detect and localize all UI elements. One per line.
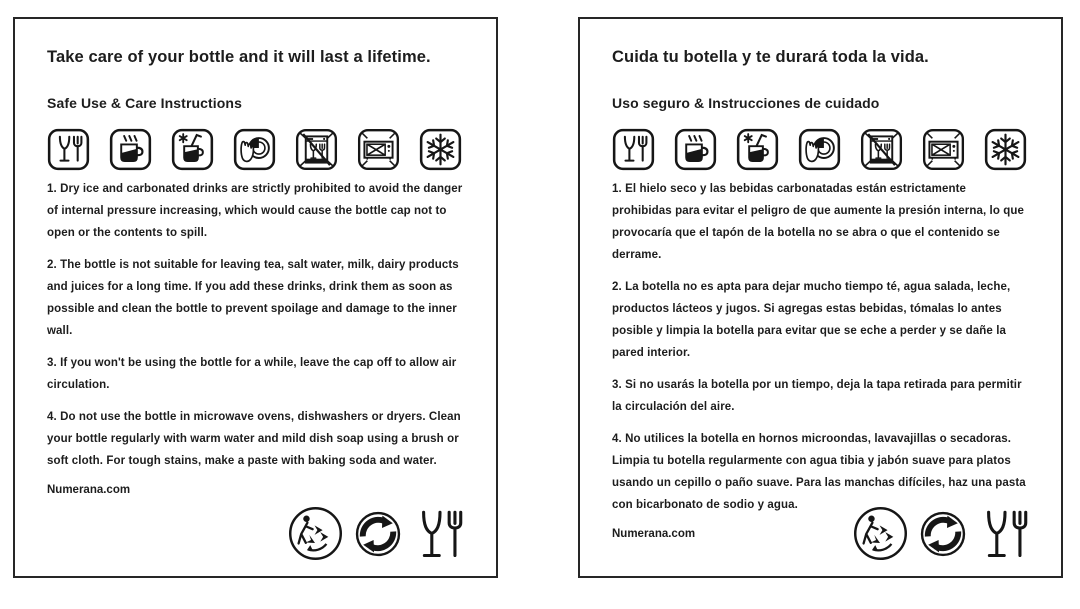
hand-wash-icon bbox=[233, 128, 276, 171]
website-text: Numerana.com bbox=[47, 484, 131, 497]
green-dot-icon bbox=[919, 510, 967, 558]
panel-subtitle: Uso seguro & Instrucciones de cuidado bbox=[612, 95, 880, 112]
snowflake-icon bbox=[419, 128, 462, 171]
snowflake-icon bbox=[984, 128, 1027, 171]
instruction-paragraph: 3. Si no usarás la botella por un tiempo, deja la tapa retirada para permitir la circulación del aire. bbox=[612, 379, 1022, 414]
instruction-paragraph: 1. Dry ice and carbonated drinks are strictly prohibited to avoid the danger of internal pressure increasing, which would cause the bottle cap not to open or the contents to spill. bbox=[47, 183, 463, 240]
food-safe-icon bbox=[47, 128, 90, 171]
instructions-list bbox=[47, 178, 464, 472]
triman-recycling-icon bbox=[287, 505, 344, 562]
website-text: Numerana.com bbox=[612, 528, 696, 541]
panel-title: Cuida tu botella y te durará toda la vida. bbox=[612, 48, 929, 66]
hot-drink-icon bbox=[109, 128, 152, 171]
care-icon-row bbox=[612, 128, 1029, 171]
no-microwave-icon bbox=[357, 128, 400, 171]
instruction-paragraph: 3. If you won't be using the bottle for a while, leave the cap off to allow air circulation. bbox=[47, 357, 457, 392]
food-contact-icon bbox=[977, 507, 1033, 561]
no-microwave-icon bbox=[922, 128, 965, 171]
green-dot-icon bbox=[354, 510, 402, 558]
instruction-paragraph: 1. El hielo seco y las bebidas carbonatadas están estrictamente prohibidas para evitar el peligro de que aumente la presión interna, lo que provocaría que el tapón de la botella no se abra o que el contenido se derrame. bbox=[612, 183, 1025, 262]
instruction-paragraph: 2. The bottle is not suitable for leaving tea, salt water, milk, dairy products and juices for a long time. If you add these drinks, drink them as soon as possible and clean the bottle to prevent spoilage and damage to the inner wall. bbox=[47, 259, 459, 338]
cold-drink-icon bbox=[171, 128, 214, 171]
cold-drink-icon bbox=[736, 128, 779, 171]
instruction-paragraph: 4. Do not use the bottle in microwave ovens, dishwashers or dryers. Clean your bottle regularly with warm water and mild dish soap using a brush or soft cloth. For tough stains, make a paste with baking soda and water. bbox=[47, 411, 461, 468]
instructions-list bbox=[612, 178, 1029, 516]
panel-subtitle: Safe Use & Care Instructions bbox=[47, 95, 242, 112]
no-dishwasher-icon bbox=[295, 128, 338, 171]
food-safe-icon bbox=[612, 128, 655, 171]
care-icon-row bbox=[47, 128, 464, 171]
hot-drink-icon bbox=[674, 128, 717, 171]
food-contact-icon bbox=[412, 507, 468, 561]
hand-wash-icon bbox=[798, 128, 841, 171]
recycling-icon-row bbox=[287, 505, 468, 562]
care-label-panel-english bbox=[13, 17, 498, 578]
no-dishwasher-icon bbox=[860, 128, 903, 171]
instruction-paragraph: 4. No utilices la botella en hornos microondas, lavavajillas o secadoras. Limpia tu botella regularmente con agua tibia y jabón suave para platos usando un cepillo o paño suave. Para las manchas difíciles, haz una pasta con bicarbonato de sodio y agua. bbox=[612, 433, 1026, 512]
triman-recycling-icon bbox=[852, 505, 909, 562]
care-label-panel-spanish bbox=[578, 17, 1063, 578]
panel-title: Take care of your bottle and it will last a lifetime. bbox=[47, 48, 431, 66]
recycling-icon-row bbox=[852, 505, 1033, 562]
instruction-paragraph: 2. La botella no es apta para dejar mucho tiempo té, agua salada, leche, productos lácteos y jugos. Si agregas estas bebidas, tómalas lo antes posible y limpia la botella para evitar que se eche a perder y se dañe la pared interior. bbox=[612, 281, 1011, 360]
